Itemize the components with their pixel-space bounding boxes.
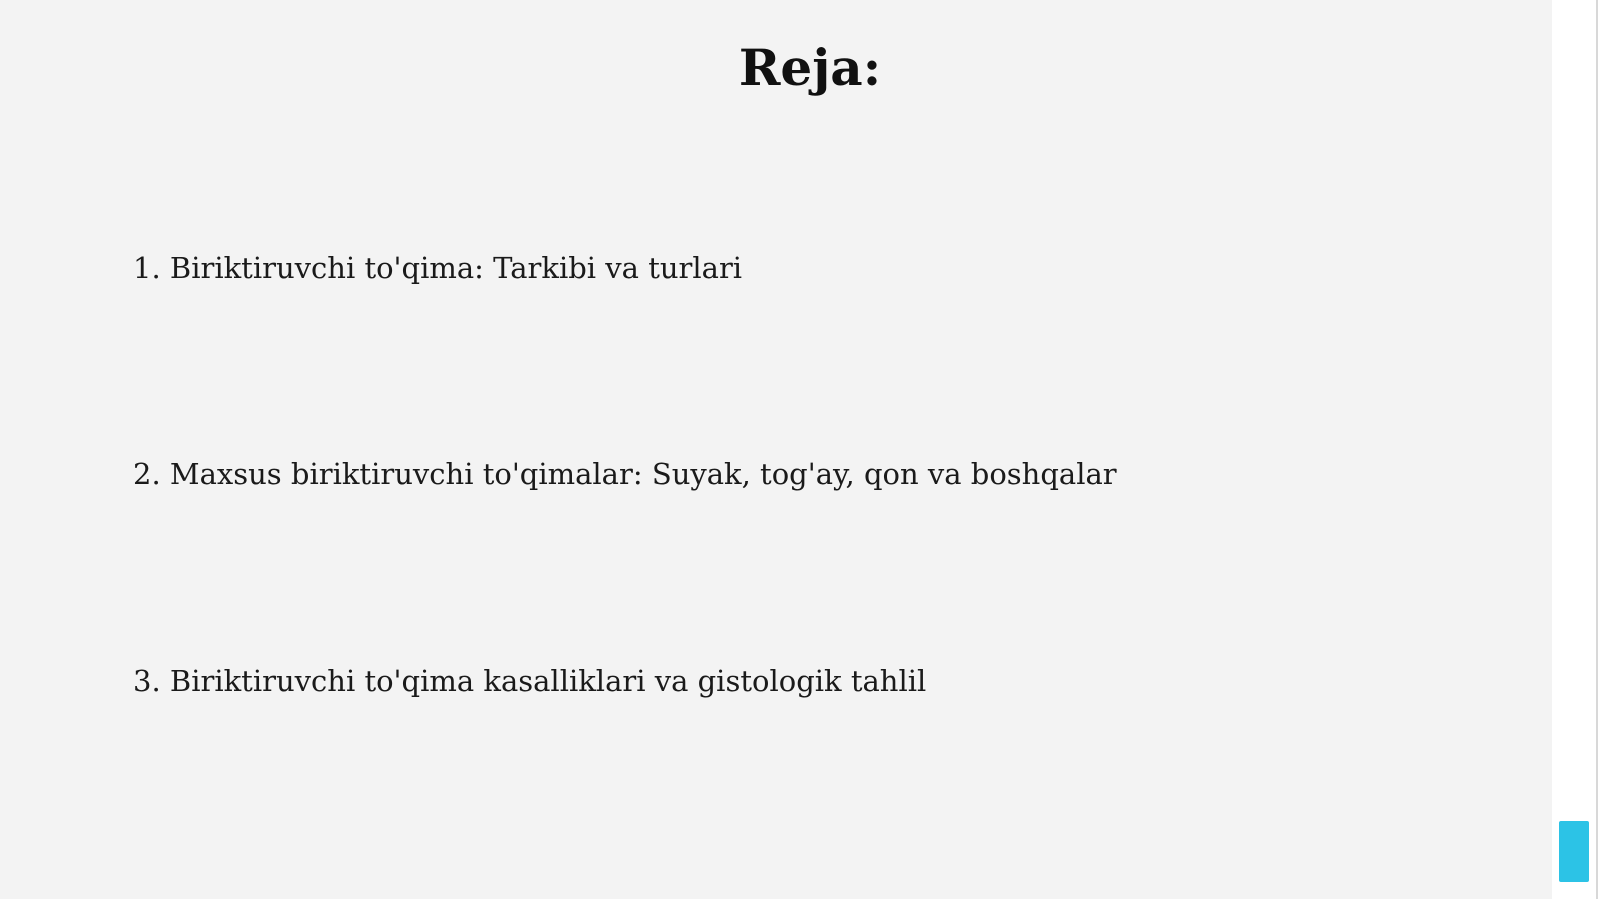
plan-item-1: 1. Biriktiruvchi to'qima: Tarkibi va turlari <box>133 251 743 285</box>
plan-item-3: 3. Biriktiruvchi to'qima kasalliklari va gistologik tahlil <box>133 664 927 698</box>
slide-title: Reja: <box>738 38 882 97</box>
window-edge <box>1596 0 1598 899</box>
scrollbar-thumb[interactable] <box>1559 821 1589 882</box>
scrollbar-track[interactable] <box>1552 0 1600 899</box>
plan-item-2: 2. Maxsus biriktiruvchi to'qimalar: Suyak, tog'ay, qon va boshqalar <box>133 457 1117 491</box>
